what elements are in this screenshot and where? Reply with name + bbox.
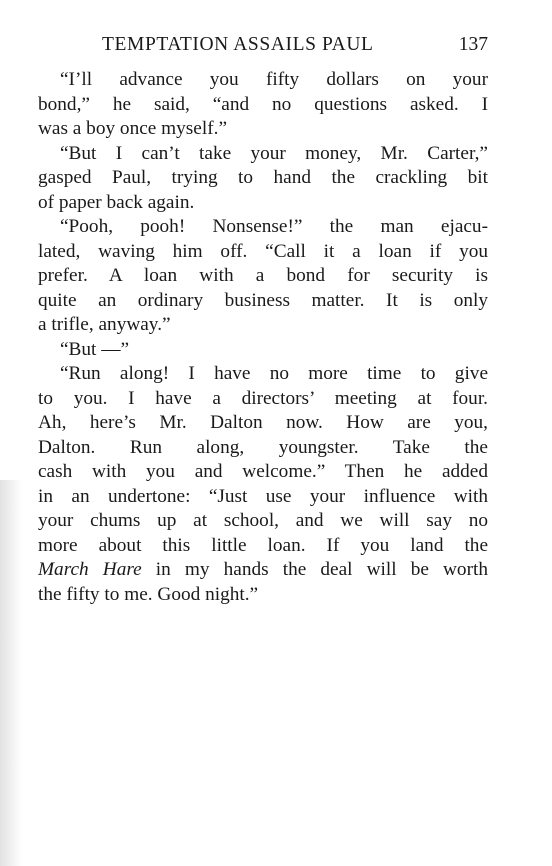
text-line: cash with you and welcome.” Then he added (38, 461, 488, 482)
body-text (38, 68, 488, 607)
text-line: your chums up at school, and we will say no (38, 510, 488, 531)
text-line: of paper back again. (38, 191, 195, 213)
text-line: quite an ordinary business matter. It is only (38, 289, 488, 311)
page-header (38, 34, 490, 58)
page-number: 137 (458, 34, 488, 55)
text-line: Dalton. Run along, youngster. Take the (38, 436, 488, 458)
text-line: Ah, here’s Mr. Dalton now. How are you, (38, 412, 488, 433)
text-line: bond,” he said, “and no questions asked. I (38, 93, 488, 115)
text-line: “But —” (60, 338, 130, 360)
text-line: “Pooh, pooh! Nonsense!” the man ejacu- (60, 216, 488, 237)
text-line: prefer. A loan with a bond for security is (38, 265, 488, 286)
text-line-with-italic (38, 558, 488, 583)
text-line: “Run along! I have no more time to give (60, 363, 488, 384)
text-line: lated, waving him off. “Call it a loan if you (38, 240, 488, 262)
text-line: to you. I have a directors’ meeting at four. (38, 387, 488, 409)
text-line: in an undertone: “Just use your influence with (38, 485, 488, 507)
italic-title: March Hare (38, 559, 142, 580)
text-line: the fifty to me. Good night.” (38, 583, 259, 605)
text-line: was a boy once myself.” (38, 118, 227, 139)
page-gutter-shadow (0, 480, 22, 866)
text-line: “But I can’t take your money, Mr. Carter,” (60, 142, 488, 164)
running-head: TEMPTATION ASSAILS PAUL (102, 34, 374, 55)
text-line: a trifle, anyway.” (38, 314, 171, 335)
text-line: gasped Paul, trying to hand the crackling bit (38, 167, 488, 188)
text-fragment: in my hands the deal will be worth (141, 559, 488, 580)
text-line: “I’ll advance you fifty dollars on your (60, 69, 488, 90)
text-line: more about this little loan. If you land the (38, 534, 488, 556)
